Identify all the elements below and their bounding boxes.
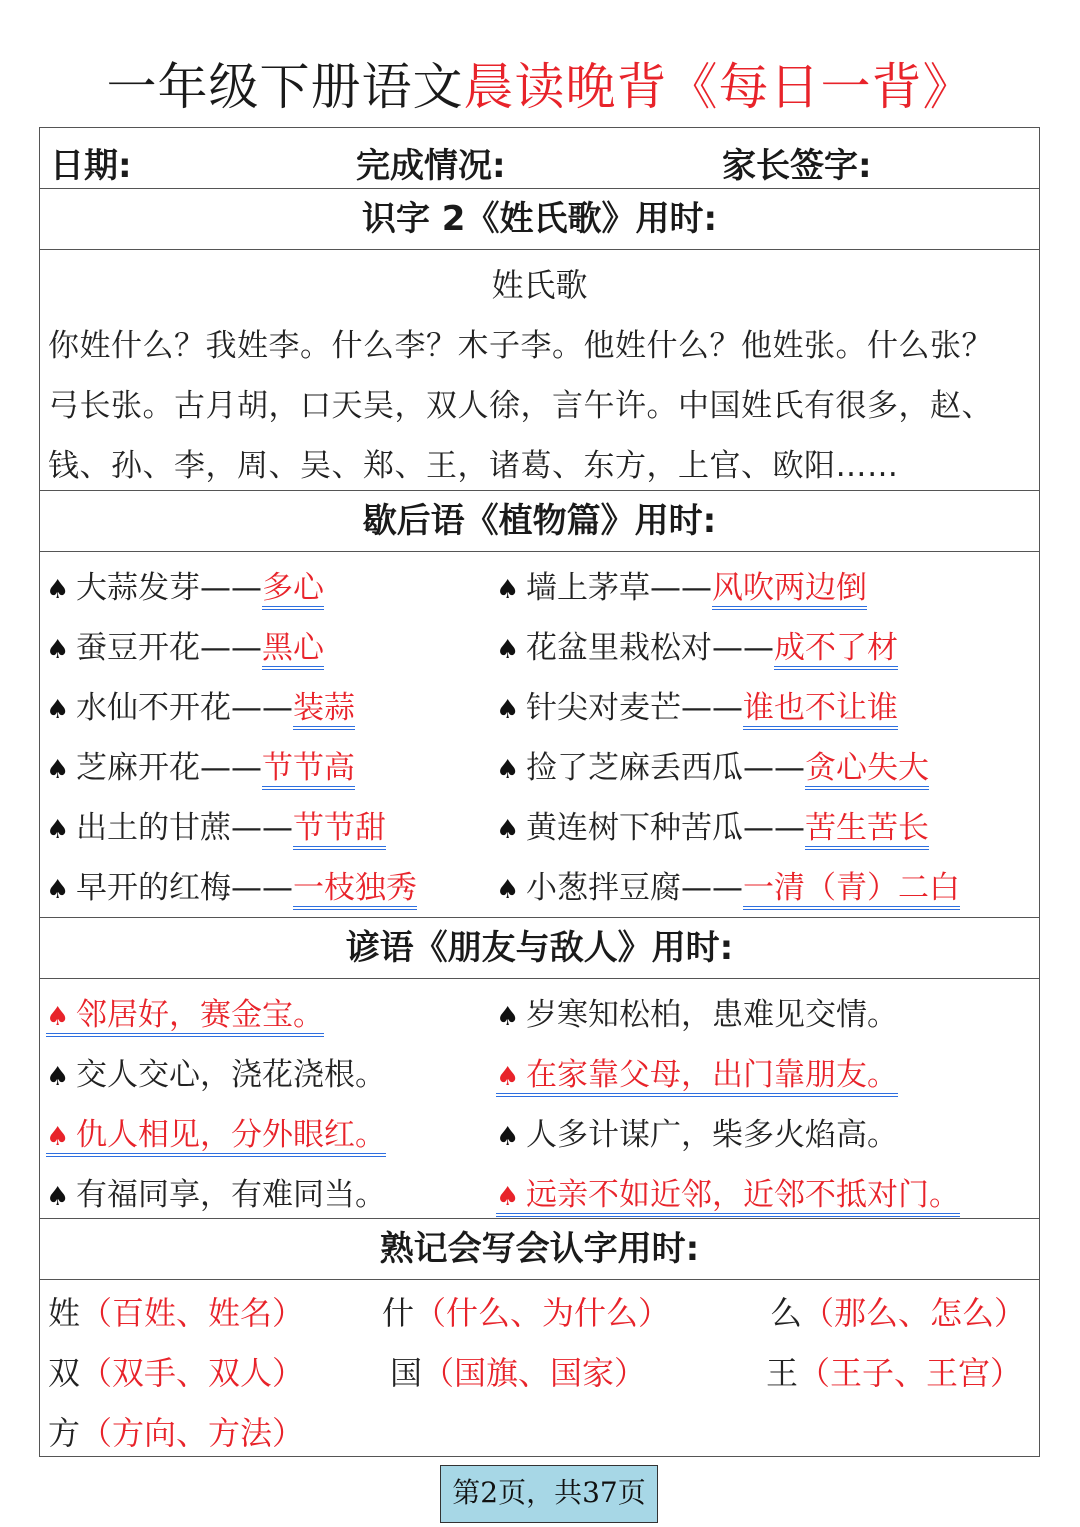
xiehouyu-item: ♠ 墙上茅草——风吹两边倒 bbox=[496, 562, 867, 607]
spade-icon: ♠ bbox=[46, 875, 70, 905]
signature-label: 家长签字: bbox=[722, 146, 872, 186]
section-header-xiehouyu: 歇后语《植物篇》用时: bbox=[40, 491, 1039, 552]
xiehouyu-item: ♠ 捡了芝麻丢西瓜——贪心失大 bbox=[496, 742, 929, 787]
xiehouyu-item: ♠ 针尖对麦芒——谁也不让谁 bbox=[496, 682, 898, 727]
proverb-item-highlight: ♠ 邻居好，赛金宝。 bbox=[46, 989, 324, 1034]
section-header-surname-song: 识字 2《姓氏歌》用时: bbox=[40, 189, 1039, 250]
character-entry: 方（方向、方法） bbox=[48, 1414, 305, 1452]
character-entry: 王（王子、王宫） bbox=[766, 1354, 1023, 1392]
proverb-item: ♠ 人多计谋广，柴多火焰高。 bbox=[496, 1117, 898, 1153]
spade-icon: ♠ bbox=[496, 1182, 520, 1212]
surname-song-body bbox=[40, 250, 1039, 491]
proverb-item-highlight: ♠ 在家靠父母，出门靠朋友。 bbox=[496, 1049, 898, 1094]
worksheet bbox=[39, 127, 1040, 1457]
spade-icon: ♠ bbox=[46, 1122, 70, 1152]
spade-icon: ♠ bbox=[46, 575, 70, 605]
xiehouyu-item: ♠ 大蒜发芽——多心 bbox=[46, 562, 324, 607]
character-entry: 姓（百姓、姓名） bbox=[48, 1294, 305, 1332]
spade-icon: ♠ bbox=[496, 695, 520, 725]
title-black: 一年级下册语文 bbox=[106, 58, 464, 116]
spade-icon: ♠ bbox=[496, 875, 520, 905]
spade-icon: ♠ bbox=[496, 755, 520, 785]
spade-icon: ♠ bbox=[496, 1122, 520, 1152]
proverb-item: ♠ 交人交心，浇花浇根。 bbox=[46, 1057, 386, 1093]
characters-body bbox=[40, 1280, 1039, 1458]
xiehouyu-item: ♠ 早开的红梅——一枝独秀 bbox=[46, 862, 417, 907]
proverb-item-highlight: ♠ 远亲不如近邻，近邻不抵对门。 bbox=[496, 1169, 960, 1214]
xiehouyu-item: ♠ 蚕豆开花——黑心 bbox=[46, 622, 324, 667]
spade-icon: ♠ bbox=[46, 1062, 70, 1092]
xiehouyu-item: ♠ 小葱拌豆腐——一清（青）二白 bbox=[496, 862, 960, 907]
character-entry: 什（什么、为什么） bbox=[382, 1294, 671, 1332]
title-red: 晨读晚背《每日一背》 bbox=[463, 58, 974, 116]
spade-icon: ♠ bbox=[46, 695, 70, 725]
proverbs-body bbox=[40, 979, 1039, 1219]
proverb-item: ♠ 有福同享，有难同当。 bbox=[46, 1177, 386, 1213]
proverb-item-highlight: ♠ 仇人相见，分外眼红。 bbox=[46, 1109, 386, 1154]
xiehouyu-item: ♠ 黄连树下种苦瓜——苦生苦长 bbox=[496, 802, 929, 847]
spade-icon: ♠ bbox=[496, 815, 520, 845]
xiehouyu-item: ♠ 花盆里栽松对——成不了材 bbox=[496, 622, 898, 667]
character-entry: 双（双手、双人） bbox=[48, 1354, 305, 1392]
spade-icon: ♠ bbox=[46, 755, 70, 785]
spade-icon: ♠ bbox=[46, 815, 70, 845]
completion-label: 完成情况: bbox=[356, 146, 506, 186]
spade-icon: ♠ bbox=[496, 1062, 520, 1092]
poem-title: 姓氏歌 bbox=[491, 266, 588, 304]
spade-icon: ♠ bbox=[46, 635, 70, 665]
xiehouyu-item: ♠ 水仙不开花——装蒜 bbox=[46, 682, 355, 727]
xiehouyu-item: ♠ 出土的甘蔗——节节甜 bbox=[46, 802, 386, 847]
spade-icon: ♠ bbox=[496, 635, 520, 665]
spade-icon: ♠ bbox=[46, 1182, 70, 1212]
info-row bbox=[40, 128, 1039, 189]
proverb-item: ♠ 岁寒知松柏，患难见交情。 bbox=[496, 997, 898, 1033]
section-header-proverbs: 谚语《朋友与敌人》用时: bbox=[40, 918, 1039, 979]
xiehouyu-body bbox=[40, 552, 1039, 918]
character-entry: 么（那么、怎么） bbox=[770, 1294, 1027, 1332]
xiehouyu-item: ♠ 芝麻开花——节节高 bbox=[46, 742, 355, 787]
date-label: 日期: bbox=[50, 146, 132, 186]
spade-icon: ♠ bbox=[496, 1002, 520, 1032]
character-entry: 国（国旗、国家） bbox=[390, 1354, 647, 1392]
section-header-characters: 熟记会写会认字用时: bbox=[40, 1219, 1039, 1280]
page-title bbox=[0, 52, 1080, 122]
poem-line: 弓长张。古月胡，口天吴，双人徐，言午许。中国姓氏有很多，赵、 bbox=[48, 388, 993, 424]
page-number-badge: 第2页，共37页 bbox=[440, 1465, 658, 1523]
spade-icon: ♠ bbox=[46, 1002, 70, 1032]
poem-line: 你姓什么？我姓李。什么李？木子李。他姓什么？他姓张。什么张？ bbox=[48, 328, 993, 364]
spade-icon: ♠ bbox=[496, 575, 520, 605]
poem-line: 钱、孙、李，周、吴、郑、王，诸葛、东方，上官、欧阳…… bbox=[48, 448, 899, 484]
